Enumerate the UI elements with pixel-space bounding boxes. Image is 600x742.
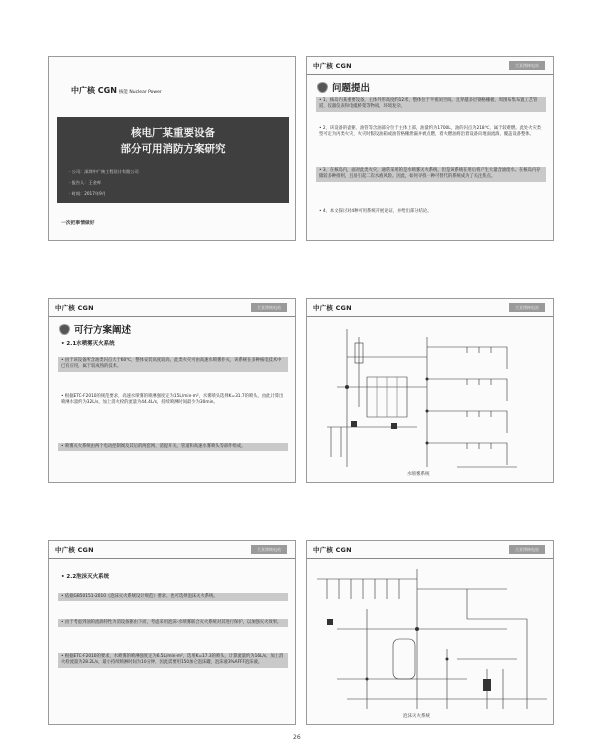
problem-item-3: • 3、在核岛内，面对此类火灾，通常采用的是水喷雾灭火系统，但是该系统在用后将产生大量含油废水。在核岛内存储较多种排则，且易引起二次水液风险。因此，如何寻找一种可替代的系统成为了关注焦点。 bbox=[316, 167, 546, 182]
meta-company: · 公司：深圳中广核工程设计有限公司 bbox=[69, 169, 139, 174]
section-subtitle: • 2.2泡沫灭火系统 bbox=[61, 574, 110, 580]
foam-item-3: • 根据ETC-F2010的要求，水喷雾的喷淋强度定为6.5L/min·m²，选用K=17.3的喷头，计算流量约为16L/s，加上消火栓流量为28.2L/s，最小持续喷淋时间为10分钟，因此需要用150加仑泡沫罐，泡沫液3%AFFF泡沫液。 bbox=[58, 653, 288, 668]
slide-header bbox=[307, 299, 553, 317]
meta-presenter: · 报告人：王金库 bbox=[69, 180, 101, 185]
header-tag: 大亚湾核电站 bbox=[509, 545, 545, 554]
foam-item-1: • 依据GB50151-2010《泡沫灭火系统设计规范》要求，也可选择泡沫灭火系统。 bbox=[58, 593, 288, 601]
slide-header bbox=[307, 541, 553, 559]
meta-date: · 时间：2017年9月 bbox=[69, 191, 106, 196]
slide-header bbox=[49, 541, 295, 559]
header-logo: 中广核 CGN bbox=[55, 304, 94, 312]
page-number: 26 bbox=[293, 734, 301, 741]
problem-item-2: • 2、该设备的壶躯、油管等含油部分位于主体上部，油量约为1700L，油的闪点为218℃，属于较难燃。此处火灾类型可定为丙类火灾，火灾时假设油箱或油管格栅泄漏并被点燃，着火燃油将沿着设备向地面流淌，覆盖设备整体。 bbox=[319, 126, 542, 138]
header-logo: 中广核 CGN bbox=[313, 62, 352, 70]
slide-header bbox=[307, 57, 553, 75]
slide-title bbox=[48, 56, 296, 241]
slide-title: 可行方案阐述 bbox=[59, 322, 131, 336]
section-subtitle: • 2.1水喷雾灭火系统 bbox=[61, 341, 115, 347]
cgn-logo: 中广核 CGN 核能 Nuclear Power bbox=[71, 86, 162, 95]
header-tag: 大亚湾核电站 bbox=[509, 303, 545, 312]
water-spray-schematic bbox=[307, 317, 554, 483]
diagram-caption: 水喷雾系统 bbox=[407, 472, 430, 477]
problem-item-4: • 4、本文探讨对4种可用系统开展论证，并给出部分结论。 bbox=[319, 209, 432, 214]
slide-title-line1: 核电厂某重要设备 bbox=[131, 127, 215, 139]
header-tag: 大亚湾核电站 bbox=[251, 545, 287, 554]
header-tag: 大亚湾核电站 bbox=[509, 61, 545, 70]
slide-water-spray bbox=[48, 298, 296, 483]
slide-problem bbox=[306, 56, 554, 241]
slide-foam bbox=[48, 540, 296, 725]
problem-item-1: • 1、核岛内某重要设备，主体外形高度约12米，整体位于半密闭空间。且穿越多层钢格栅板，周围布集布置工艺管道、仪器仪表和电缆桥架等物项，环境复杂。 bbox=[316, 97, 546, 112]
slide-title-line2: 部分可用消防方案研究 bbox=[120, 143, 226, 155]
header-logo: 中广核 CGN bbox=[313, 546, 352, 554]
slogan: 一次把事情做好 bbox=[61, 221, 95, 226]
header-logo: 中广核 CGN bbox=[55, 546, 94, 554]
slide-water-spray-diagram bbox=[306, 298, 554, 483]
diagram-caption: 泡沫灭火系统 bbox=[403, 714, 430, 719]
foam-schematic bbox=[307, 559, 554, 725]
spray-item-3: • 喷雾灭火系统由两个电动控制阀及其后的两套网、消提开关、管道和高速水雾喷头等部件组成。 bbox=[58, 443, 288, 451]
spray-item-1: • 由于该设备所含油类闪点大于60℃，整体安装高度较高，此类火灾可由高速水喷雾扑灭，该系统在多种核电技术中已有应用，属于较成熟的技术。 bbox=[58, 357, 288, 372]
shield-icon bbox=[59, 324, 70, 335]
slide-header bbox=[49, 299, 295, 317]
slide-foam-diagram bbox=[306, 540, 554, 725]
foam-item-2: • 由于考虑到油的流淌特性为消设备躯由下而，考虑采用泡沫-水喷雾联合灭火系统对其进行保护，以加强灭火效果。 bbox=[58, 619, 288, 627]
spray-item-2: • 根据ETC-F2010的规范要求，高速水喷雾的喷淋强度定为15L/min·m²，水雾喷头选择K=31.7的喷头，由此计算出喷淋水量约为32L/s，加上消火栓的流量为44.4L/s，持续喷淋时间最少为30min。 bbox=[61, 394, 284, 406]
slide-title: 问题提出 bbox=[317, 80, 370, 94]
shield-icon bbox=[317, 82, 328, 93]
header-logo: 中广核 CGN bbox=[313, 304, 352, 312]
title-box bbox=[57, 117, 289, 203]
header-tag: 大亚湾核电站 bbox=[251, 303, 287, 312]
